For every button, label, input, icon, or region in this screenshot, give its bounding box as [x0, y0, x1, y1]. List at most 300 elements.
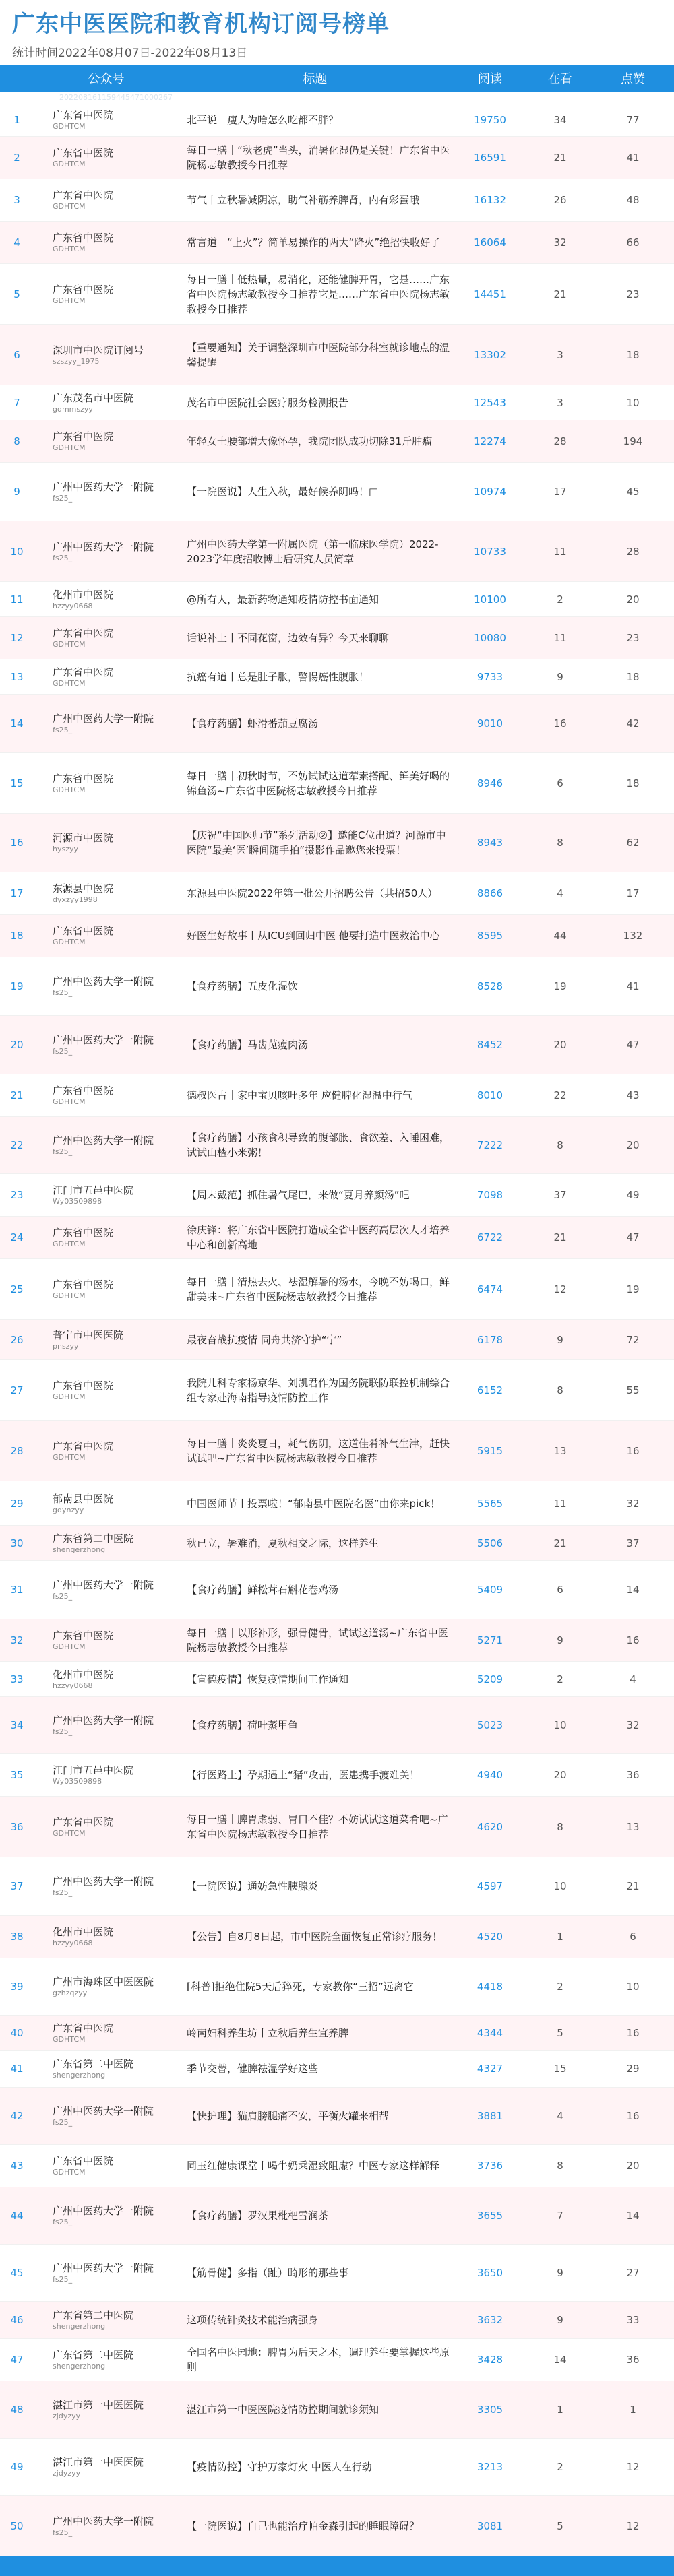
like-count: 47 — [626, 1039, 640, 1051]
account-name[interactable]: 广州中医药大学一附院 — [53, 1134, 154, 1147]
read-count: 8010 — [477, 1089, 503, 1101]
like-count: 27 — [626, 2267, 640, 2279]
article-title[interactable]: 每日一膳｜炎炎夏日，耗气伤阴，这道佳肴补气生津，赶快试试吧~广东省中医院杨志敏教授今日推荐 — [187, 1437, 450, 1464]
account-cell — [34, 626, 179, 649]
account-name[interactable]: 广州中医药大学一附院 — [53, 713, 154, 725]
account-name[interactable]: 化州市中医院 — [53, 1668, 114, 1681]
read-count: 7098 — [477, 1189, 503, 1201]
table-row[interactable] — [0, 1360, 674, 1421]
account-name[interactable]: 广东省第二中医院 — [53, 2349, 134, 2361]
account-name[interactable]: 广州中医药大学一附院 — [53, 2105, 154, 2117]
read-count: 9010 — [477, 717, 503, 730]
table-row[interactable] — [0, 420, 674, 463]
like-count: 20 — [626, 2160, 640, 2172]
account-cell — [34, 772, 179, 795]
read-count: 8452 — [477, 1039, 503, 1051]
row-index: 14 — [10, 717, 24, 730]
looking-count: 2 — [557, 593, 563, 606]
table-row[interactable] — [0, 1662, 674, 1697]
article-title[interactable]: 好医生好故事丨从ICU到回归中医 他要打造中医救治中心 — [187, 930, 440, 942]
table-row[interactable] — [0, 1217, 674, 1259]
account-id: gdmmszyy — [53, 404, 93, 414]
account-cell — [34, 1084, 179, 1107]
account-name[interactable]: 广东省中医院 — [53, 772, 114, 785]
account-id: Wy03509898 — [53, 1197, 102, 1206]
account-name[interactable]: 广东省中医院 — [53, 627, 114, 639]
account-name[interactable]: 东源县中医院 — [53, 882, 114, 895]
row-index: 2 — [13, 152, 20, 164]
row-index: 16 — [10, 837, 24, 849]
article-title[interactable]: 广州中医药大学第一附属医院（第一临床医学院）2022-2023学年度招收博士后研究人员简章 — [187, 538, 439, 565]
like-count: 16 — [626, 2026, 640, 2039]
read-count: 10100 — [474, 593, 506, 606]
article-title[interactable]: 年轻女士腰部增大像怀孕，我院团队成功切除31斤肿瘤 — [187, 435, 433, 447]
row-index: 31 — [10, 1584, 24, 1596]
read-count: 7222 — [477, 1139, 503, 1151]
account-name[interactable]: 广东省中医院 — [53, 109, 114, 121]
looking-count: 4 — [557, 2110, 563, 2122]
account-cell — [34, 1134, 179, 1157]
account-id: GDHTCM — [53, 443, 86, 452]
article-title[interactable]: 每日一膳｜低热量，易消化，还能健脾开胃，它是……广东省中医院杨志敏教授今日推荐它是……广东省中医院杨志敏教授今日推荐 — [187, 273, 450, 315]
account-name[interactable]: 广东省中医院 — [53, 2022, 114, 2034]
account-id: shengerzhong — [53, 2362, 106, 2371]
like-count: 48 — [626, 194, 640, 206]
table-row[interactable] — [0, 617, 674, 659]
article-title[interactable]: 【宣德疫情】恢复疫情期间工作通知 — [187, 1673, 349, 1685]
account-id: GDHTCM — [53, 2168, 86, 2177]
account-cell — [34, 924, 179, 947]
read-count: 13302 — [474, 348, 506, 361]
account-name[interactable]: 普宁市中医医院 — [53, 1328, 124, 1341]
looking-count: 5 — [557, 2026, 563, 2039]
account-id: shengerzhong — [53, 2071, 106, 2080]
article-title[interactable]: 【食疗药膳】虾滑番茄豆腐汤 — [187, 717, 319, 730]
table-row[interactable] — [0, 753, 674, 814]
article-title[interactable]: 每日一膳｜清热去火、祛湿解暑的汤水，今晚不妨喝口，鲜甜美味~广东省中医院杨志敏教授今日推荐 — [187, 1275, 450, 1303]
looking-count: 3 — [557, 396, 563, 409]
table-row[interactable] — [0, 1526, 674, 1561]
account-name[interactable]: 广州中医药大学一附院 — [53, 481, 154, 493]
table-row[interactable] — [0, 2051, 674, 2088]
table-row[interactable] — [0, 1481, 674, 1526]
account-name[interactable]: 深圳市中医院订阅号 — [53, 344, 144, 356]
header-looking: 在看 — [548, 72, 572, 86]
article-title[interactable]: 我院儿科专家杨京华、刘凯君作为国务院联防联控机制综合组专家赴海南指导疫情防控工作 — [187, 1376, 450, 1404]
article-title[interactable]: 每日一膳｜“秋老虎”当头，消暑化湿仍是关键！广东省中医院杨志敏教授今日推荐 — [187, 144, 450, 171]
account-cell — [34, 146, 179, 169]
table-row[interactable] — [0, 2016, 674, 2051]
table-row[interactable] — [0, 385, 674, 420]
table-row[interactable] — [0, 2339, 674, 2381]
table-row[interactable] — [0, 264, 674, 325]
looking-count: 32 — [553, 236, 567, 249]
account-name[interactable]: 广东省中医院 — [53, 2155, 114, 2167]
account-id: fs25_ — [53, 2218, 73, 2226]
read-count: 8866 — [477, 887, 503, 899]
account-id: GDHTCM — [53, 160, 86, 168]
row-index: 29 — [10, 1497, 24, 1510]
table-row[interactable] — [0, 1561, 674, 1619]
account-cell — [34, 231, 179, 254]
row-index: 50 — [10, 2519, 24, 2532]
looking-count: 8 — [557, 837, 563, 849]
account-name[interactable]: 广东省中医院 — [53, 283, 114, 296]
account-id: hzzyy0668 — [53, 1939, 93, 1947]
table-row[interactable] — [0, 325, 674, 385]
looking-count: 21 — [553, 1231, 567, 1244]
like-count: 32 — [626, 1719, 640, 1731]
like-count: 14 — [626, 1584, 640, 1596]
account-id: GDHTCM — [53, 1097, 86, 1106]
looking-count: 17 — [553, 486, 567, 498]
account-cell — [34, 391, 179, 414]
article-title[interactable]: 【食疗药膳】鲜松茸石斛花卷鸡汤 — [187, 1584, 339, 1596]
account-cell — [34, 2348, 179, 2371]
article-title[interactable]: 【行医路上】孕期遇上“猪”攻击，医患携手渡难关！ — [187, 1769, 420, 1781]
account-name[interactable]: 广州中医药大学一附院 — [53, 1875, 154, 1888]
article-title[interactable]: 【食疗药膳】五皮化湿饮 — [187, 980, 299, 992]
article-title[interactable]: 【周末戴范】抓住暑气尾巴，来做“夏月养颜汤”吧 — [187, 1189, 410, 1201]
read-count: 3736 — [477, 2160, 503, 2172]
like-count: 41 — [626, 152, 640, 164]
like-count: 37 — [626, 1537, 640, 1549]
table-row[interactable] — [0, 582, 674, 617]
read-count: 4520 — [477, 1931, 503, 1943]
account-name[interactable]: 广东省第二中医院 — [53, 2058, 134, 2070]
table-row[interactable] — [0, 872, 674, 915]
looking-count: 16 — [553, 717, 567, 730]
table-row[interactable] — [0, 2381, 674, 2439]
table-row[interactable] — [0, 1117, 674, 1174]
like-count: 21 — [626, 1880, 640, 1892]
like-count: 13 — [626, 1820, 640, 1833]
looking-count: 10 — [553, 1880, 567, 1892]
table-row[interactable] — [0, 2245, 674, 2302]
account-cell — [34, 1328, 179, 1351]
article-title[interactable]: 【重要通知】关于调整深圳市中医院部分科室就诊地点的温馨提醒 — [187, 341, 450, 368]
account-cell — [34, 2515, 179, 2538]
account-name[interactable]: 广东省中医院 — [53, 925, 114, 937]
account-cell — [34, 831, 179, 854]
table-row[interactable] — [0, 695, 674, 753]
read-count: 5915 — [477, 1444, 503, 1457]
read-count: 8943 — [477, 837, 503, 849]
article-title[interactable]: 【疫情防控】守护万家灯火 中医人在行动 — [187, 2461, 372, 2473]
article-title[interactable]: 每日一膳｜初秋时节，不妨试试这道荤素搭配、鲜美好喝的锦鱼汤~广东省中医院杨志敏教授今日推荐 — [187, 769, 450, 797]
account-id: GDHTCM — [53, 1452, 86, 1462]
looking-count: 4 — [557, 887, 563, 899]
account-name[interactable]: 广东省中医院 — [53, 189, 114, 201]
table-row[interactable] — [0, 222, 674, 264]
article-title[interactable]: 节气丨立秋暑减阴凉，助气补筋养脾肾，内有彩蛋哦 — [187, 194, 420, 206]
like-count: 33 — [626, 2314, 640, 2326]
account-name[interactable]: 化州市中医院 — [53, 588, 114, 601]
article-title[interactable]: 话说补土丨不同花窗，边效有异？今天来聊聊 — [187, 632, 390, 644]
account-cell — [34, 480, 179, 503]
account-name[interactable]: 广东省中医院 — [53, 1278, 114, 1291]
like-count: 17 — [626, 887, 640, 899]
article-title[interactable]: 中国医师节丨投票啦！“郁南县中医院名医”由你来pick！ — [187, 1497, 441, 1510]
table-row[interactable] — [0, 1916, 674, 1958]
read-count: 3655 — [477, 2210, 503, 2222]
row-index: 23 — [10, 1189, 24, 1201]
looking-count: 3 — [557, 348, 563, 361]
account-id: fs25_ — [53, 988, 73, 997]
row-index: 15 — [10, 777, 24, 790]
like-count: 32 — [626, 1497, 640, 1510]
table-row[interactable] — [0, 179, 674, 222]
read-count: 10733 — [474, 545, 506, 558]
account-name[interactable]: 广东省中医院 — [53, 1630, 114, 1642]
account-name[interactable]: 江门市五邑中医院 — [53, 1184, 134, 1196]
article-title[interactable]: 【食疗药膳】马齿苋瘦肉汤 — [187, 1039, 309, 1051]
table-row[interactable] — [0, 1174, 674, 1217]
row-index: 45 — [10, 2267, 24, 2279]
account-name[interactable]: 广东省中医院 — [53, 430, 114, 443]
account-name[interactable]: 广东省第二中医院 — [53, 2309, 134, 2321]
account-name[interactable]: 湛江市第一中医医院 — [53, 2399, 144, 2411]
row-index: 20 — [10, 1039, 24, 1051]
table-row[interactable] — [0, 104, 674, 137]
account-name[interactable]: 广州中医药大学一附院 — [53, 1579, 154, 1591]
read-count: 6178 — [477, 1333, 503, 1346]
like-count: 47 — [626, 1231, 640, 1244]
account-name[interactable]: 广东省中医院 — [53, 1815, 114, 1828]
article-title[interactable]: 【筋骨健】多指（趾）畸形的那些事 — [187, 2267, 349, 2279]
row-index: 22 — [10, 1139, 24, 1151]
looking-count: 8 — [557, 1820, 563, 1833]
table-row[interactable] — [0, 2088, 674, 2145]
looking-count: 13 — [553, 1444, 567, 1457]
table-row[interactable] — [0, 137, 674, 179]
read-count: 14451 — [474, 288, 506, 300]
account-id: hzzyy0668 — [53, 1681, 93, 1690]
article-title[interactable]: 每日一膳｜脾胃虚弱、胃口不佳？不妨试试这道菜肴吧~广东省中医院杨志敏教授今日推荐 — [187, 1813, 448, 1840]
like-count: 45 — [626, 486, 640, 498]
table-row[interactable] — [0, 521, 674, 582]
article-title[interactable]: 常言道｜“上火”？简单易操作的两大“降火”绝招快收好了 — [187, 236, 441, 249]
account-name[interactable]: 广东省中医院 — [53, 1379, 114, 1392]
account-name[interactable]: 江门市五邑中医院 — [53, 1764, 134, 1776]
account-id: fs25_ — [53, 1727, 73, 1736]
account-id: hyszyy — [53, 845, 79, 854]
article-title[interactable]: 德叔医古｜家中宝贝咳吐多年 应健脾化湿温中行气 — [187, 1089, 412, 1101]
article-title[interactable]: 秋已立，暑难消，夏秋相交之际，这样养生 — [187, 1537, 379, 1549]
account-cell — [34, 588, 179, 611]
table-row[interactable] — [0, 463, 674, 521]
account-id: szszyy_1975 — [53, 356, 100, 366]
read-count: 6152 — [477, 1384, 503, 1396]
article-title[interactable]: 【食疗药膳】罗汉果枇杷雪润茶 — [187, 2210, 329, 2222]
account-id: GDHTCM — [53, 1291, 86, 1300]
like-count: 20 — [626, 1139, 640, 1151]
account-name[interactable]: 广州中医药大学一附院 — [53, 540, 154, 553]
table-row[interactable] — [0, 1797, 674, 1857]
table-row[interactable] — [0, 2145, 674, 2187]
article-title[interactable]: 季节交替，健脾祛湿学好这些 — [187, 2063, 319, 2075]
table-row[interactable] — [0, 2496, 674, 2556]
read-count: 4418 — [477, 1981, 503, 1993]
table-row[interactable] — [0, 1619, 674, 1662]
account-cell — [34, 2398, 179, 2421]
account-name[interactable]: 广东省中医院 — [53, 147, 114, 159]
read-count: 8946 — [477, 777, 503, 790]
article-title[interactable]: 岭南妇科养生坊丨立秋后养生宜养脾 — [187, 2026, 349, 2039]
account-cell — [34, 2309, 179, 2331]
account-cell — [34, 540, 179, 563]
like-count: 16 — [626, 1444, 640, 1457]
read-count: 9733 — [477, 670, 503, 683]
like-count: 12 — [626, 2461, 640, 2473]
account-cell — [34, 1033, 179, 1056]
account-name[interactable]: 广州中医药大学一附院 — [53, 975, 154, 988]
account-id: GDHTCM — [53, 1828, 86, 1838]
article-title[interactable]: 【庆祝“中国医师节”系列活动②】邀能C位出道？河源市中医院“最美‘医’瞬间随手拍”摄影作品邀您来投票！ — [187, 829, 446, 856]
account-name[interactable]: 化州市中医院 — [53, 1926, 114, 1938]
account-cell — [34, 2455, 179, 2478]
row-index: 32 — [10, 1634, 24, 1646]
account-id: zjdyzyy — [53, 2469, 81, 2478]
article-title[interactable]: 北平说｜瘦人为啥怎么吃都不胖？ — [187, 114, 339, 126]
article-title[interactable]: 每日一膳｜以形补形，强骨健骨，试试这道汤~广东省中医院杨志敏教授今日推荐 — [187, 1627, 448, 1654]
account-name[interactable]: 湛江市第一中医医院 — [53, 2456, 144, 2468]
account-name[interactable]: 广州中医药大学一附院 — [53, 2262, 154, 2274]
read-count: 4597 — [477, 1880, 503, 1892]
article-title[interactable]: 这项传统针灸技术能治病强身 — [187, 2314, 319, 2326]
account-cell — [34, 2057, 179, 2080]
account-name[interactable]: 广州中医药大学一附院 — [53, 2515, 154, 2527]
article-title[interactable]: 东源县中医院2022年第一批公开招聘公告（共招50人） — [187, 887, 438, 899]
article-title[interactable]: 全国名中医园地：脾胃为后天之本，调理养生要掌握这些原则 — [187, 2346, 450, 2373]
read-count: 3213 — [477, 2461, 503, 2473]
account-name[interactable]: 广东省中医院 — [53, 1085, 114, 1097]
looking-count: 1 — [557, 1931, 563, 1943]
article-title[interactable]: 【食疗药膳】荷叶蒸甲鱼 — [187, 1719, 299, 1731]
article-title[interactable]: [科普]拒绝住院5天后猝死，专家教你“三招”远离它 — [187, 1981, 414, 1993]
account-cell — [34, 1668, 179, 1691]
article-title[interactable]: 最夜奋战抗疫情 同舟共济守护“宁” — [187, 1333, 342, 1346]
account-name[interactable]: 广州中医药大学一附院 — [53, 1034, 154, 1046]
account-cell — [34, 1925, 179, 1948]
looking-count: 1 — [557, 2404, 563, 2416]
account-name[interactable]: 广东茂名市中医院 — [53, 391, 134, 404]
account-name[interactable]: 广东省中医院 — [53, 666, 114, 678]
article-title[interactable]: 【一院医说】自己也能治疗帕金森引起的睡眠障碍？ — [187, 2519, 420, 2532]
article-title[interactable]: 抗癌有道丨总是肚子胀，警惕癌性腹胀！ — [187, 670, 369, 683]
article-title[interactable]: 徐庆锋：将广东省中医院打造成全省中医药高层次人才培养中心和创新高地 — [187, 1224, 450, 1251]
account-id: shengerzhong — [53, 1545, 106, 1554]
table-row[interactable] — [0, 1958, 674, 2016]
account-name[interactable]: 广州市海珠区中医医院 — [53, 1976, 154, 1988]
account-name[interactable]: 郁南县中医院 — [53, 1492, 114, 1505]
table-row[interactable] — [0, 2439, 674, 2496]
article-title[interactable]: 【快护理】猫肩膀腿痛不安，平衡火罐来相帮 — [187, 2110, 390, 2122]
table-row[interactable] — [0, 814, 674, 872]
looking-count: 20 — [553, 1039, 567, 1051]
article-title[interactable]: 【食疗药膳】小孩食积导致的腹部胀、食欲差、入睡困难，试试山楂小米粥！ — [187, 1132, 450, 1159]
account-id: GDHTCM — [53, 785, 86, 794]
like-count: 42 — [626, 717, 640, 730]
account-id: gzhzqzyy — [53, 1989, 88, 1997]
read-count: 12274 — [474, 435, 506, 447]
table-row[interactable] — [0, 957, 674, 1016]
table-row[interactable] — [0, 915, 674, 957]
looking-count: 20 — [553, 1769, 567, 1781]
like-count: 41 — [626, 980, 640, 992]
table-row[interactable] — [0, 2187, 674, 2245]
table-row[interactable] — [0, 2302, 674, 2339]
row-index: 10 — [10, 545, 24, 558]
table-row[interactable] — [0, 1320, 674, 1360]
article-title[interactable]: 同玉红健康课堂丨喝牛奶乘湿致阻虚？中医专家这样解释 — [187, 2160, 440, 2172]
account-name[interactable]: 广州中医药大学一附院 — [53, 1714, 154, 1727]
table-row[interactable] — [0, 1016, 674, 1074]
account-name[interactable]: 广东省中医院 — [53, 1440, 114, 1452]
row-index: 17 — [10, 887, 24, 899]
article-title[interactable]: 【公告】自8月8日起，市中医院全面恢复正常诊疗服务！ — [187, 1931, 443, 1943]
looking-count: 11 — [553, 545, 567, 558]
read-count: 3881 — [477, 2110, 503, 2122]
like-count: 72 — [626, 1333, 640, 1346]
row-index: 34 — [10, 1719, 24, 1731]
table-row[interactable] — [0, 659, 674, 695]
table-row[interactable] — [0, 1259, 674, 1320]
article-title[interactable]: @所有人，最新药物通知疫情防控书面通知 — [187, 593, 379, 606]
footer-bar — [0, 2556, 674, 2576]
like-count: 18 — [626, 777, 640, 790]
account-id: GDHTCM — [53, 938, 86, 946]
looking-count: 9 — [557, 1634, 563, 1646]
header-likes: 点赞 — [621, 72, 645, 86]
table-row[interactable] — [0, 1697, 674, 1754]
article-title[interactable]: 【一院医说】人生入秋，最好候养阴吗！□ — [187, 486, 379, 498]
account-name[interactable]: 广州中医药大学一附院 — [53, 2205, 154, 2217]
looking-count: 28 — [553, 435, 567, 447]
like-count: 10 — [626, 1981, 640, 1993]
account-id: fs25_ — [53, 2275, 73, 2284]
like-count: 36 — [626, 2354, 640, 2366]
article-title[interactable]: 湛江市第一中医医院疫情防控期间就诊须知 — [187, 2404, 379, 2416]
read-count: 3632 — [477, 2314, 503, 2326]
row-index: 18 — [10, 930, 24, 942]
account-name[interactable]: 广东省第二中医院 — [53, 1532, 134, 1545]
row-index: 47 — [10, 2354, 24, 2366]
table-row[interactable] — [0, 1857, 674, 1916]
account-name[interactable]: 广东省中医院 — [53, 1227, 114, 1239]
table-row[interactable] — [0, 1754, 674, 1797]
row-index: 28 — [10, 1444, 24, 1457]
read-count: 5209 — [477, 1673, 503, 1685]
table-row[interactable] — [0, 1074, 674, 1117]
table-header — [0, 65, 674, 92]
row-index: 40 — [10, 2026, 24, 2039]
like-count: 36 — [626, 1769, 640, 1781]
table-row[interactable] — [0, 1421, 674, 1481]
looking-count: 7 — [557, 2210, 563, 2222]
account-id: fs25_ — [53, 1888, 73, 1897]
looking-count: 6 — [557, 1584, 563, 1596]
row-index: 37 — [10, 1880, 24, 1892]
account-id: gdynzyy — [53, 1505, 84, 1514]
read-count: 3428 — [477, 2354, 503, 2366]
account-cell — [34, 1492, 179, 1515]
account-name[interactable]: 河源市中医院 — [53, 832, 114, 844]
account-id: fs25_ — [53, 494, 73, 503]
article-title[interactable]: 茂名市中医院社会医疗服务检测报告 — [187, 396, 349, 409]
account-name[interactable]: 广东省中医院 — [53, 232, 114, 244]
article-title[interactable]: 【一院医说】通妨急性胰腺炎 — [187, 1880, 319, 1892]
